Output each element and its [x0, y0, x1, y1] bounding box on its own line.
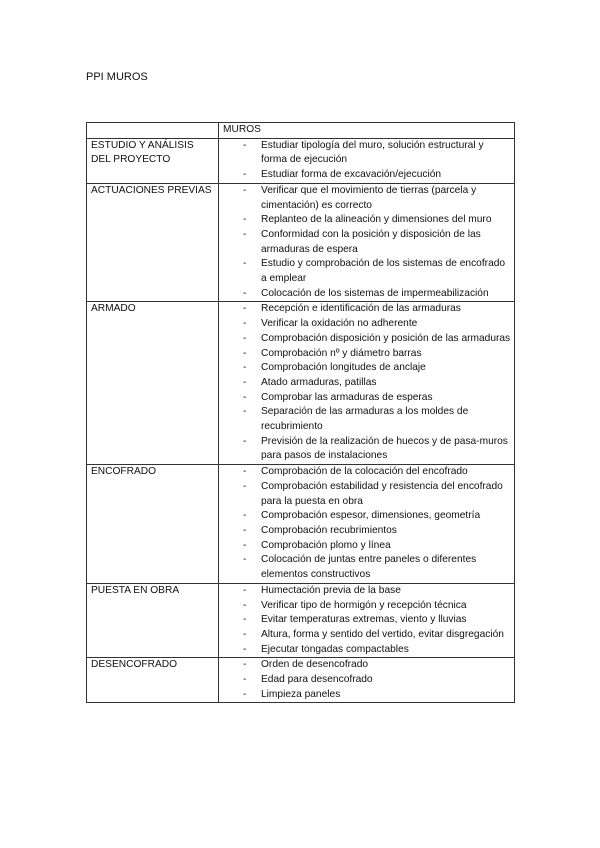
check-item: - Estudiar tipología del muro, solución estructural y forma de ejecución	[223, 139, 511, 168]
check-item: - Comprobación de la colocación del encofrado	[223, 465, 511, 480]
table-header-row	[87, 123, 515, 139]
check-list	[223, 658, 511, 702]
check-item: - Replanteo de la alineación y dimensiones del muro	[223, 213, 511, 228]
phase-cell: ACTUACIONES PREVIAS	[87, 183, 219, 302]
check-list	[223, 302, 511, 464]
inspection-table	[86, 122, 515, 703]
check-item: - Ejecutar tongadas compactables	[223, 643, 511, 658]
check-item: - Comprobación nº y diámetro barras	[223, 347, 511, 362]
check-list	[223, 184, 511, 302]
check-item: - Estudio y comprobación de los sistemas de encofrado a emplear	[223, 257, 511, 286]
check-item: - Conformidad con la posición y disposición de las armaduras de espera	[223, 228, 511, 257]
check-item: - Separación de las armaduras a los moldes de recubrimiento	[223, 405, 511, 434]
check-item: - Atado armaduras, patillas	[223, 376, 511, 391]
table-row	[87, 138, 515, 183]
phase-cell: DESENCOFRADO	[87, 658, 219, 703]
phase-cell: ESTUDIO Y ANÁLISIS DEL PROYECTO	[87, 138, 219, 183]
check-item: - Recepción e identificación de las armaduras	[223, 302, 511, 317]
check-item: - Comprobación estabilidad y resistencia del encofrado para la puesta en obra	[223, 480, 511, 509]
check-item: - Verificar que el movimiento de tierras (parcela y cimentación) es correcto	[223, 184, 511, 213]
check-list	[223, 584, 511, 658]
checks-cell	[219, 302, 515, 465]
table-row	[87, 465, 515, 584]
table-row	[87, 658, 515, 703]
table-row	[87, 302, 515, 465]
check-item: - Comprobación disposición y posición de las armaduras	[223, 332, 511, 347]
header-cell-muros: MUROS	[219, 123, 515, 139]
check-item: - Altura, forma y sentido del vertido, evitar disgregación	[223, 628, 511, 643]
checks-cell	[219, 658, 515, 703]
check-item: - Comprobación espesor, dimensiones, geometría	[223, 509, 511, 524]
check-item: - Colocación de juntas entre paneles o diferentes elementos constructivos	[223, 553, 511, 582]
check-item: - Estudiar forma de excavación/ejecución	[223, 168, 511, 183]
header-cell-phase	[87, 123, 219, 139]
check-item: - Comprobación longitudes de anclaje	[223, 361, 511, 376]
phase-cell: ENCOFRADO	[87, 465, 219, 584]
check-item: - Previsión de la realización de huecos y de pasa-muros para pasos de instalaciones	[223, 435, 511, 464]
check-item: - Humectación previa de la base	[223, 584, 511, 599]
check-list	[223, 139, 511, 183]
document-title: PPI MUROS	[86, 71, 148, 83]
phase-cell: ARMADO	[87, 302, 219, 465]
check-item: - Edad para desencofrado	[223, 673, 511, 688]
checks-cell	[219, 183, 515, 302]
table-row	[87, 183, 515, 302]
checks-cell	[219, 465, 515, 584]
check-item: - Colocación de los sistemas de impermeabilización	[223, 287, 511, 302]
table-row	[87, 583, 515, 658]
check-item: - Comprobación plomo y línea	[223, 539, 511, 554]
check-item: - Verificar tipo de hormigón y recepción técnica	[223, 599, 511, 614]
check-item: - Limpieza paneles	[223, 688, 511, 703]
check-item: - Orden de desencofrado	[223, 658, 511, 673]
checks-cell	[219, 583, 515, 658]
check-item: - Evitar temperaturas extremas, viento y lluvias	[223, 613, 511, 628]
phase-cell: PUESTA EN OBRA	[87, 583, 219, 658]
check-item: - Verificar la oxidación no adherente	[223, 317, 511, 332]
check-list	[223, 465, 511, 583]
checks-cell	[219, 138, 515, 183]
check-item: - Comprobar las armaduras de esperas	[223, 391, 511, 406]
check-item: - Comprobación recubrimientos	[223, 524, 511, 539]
